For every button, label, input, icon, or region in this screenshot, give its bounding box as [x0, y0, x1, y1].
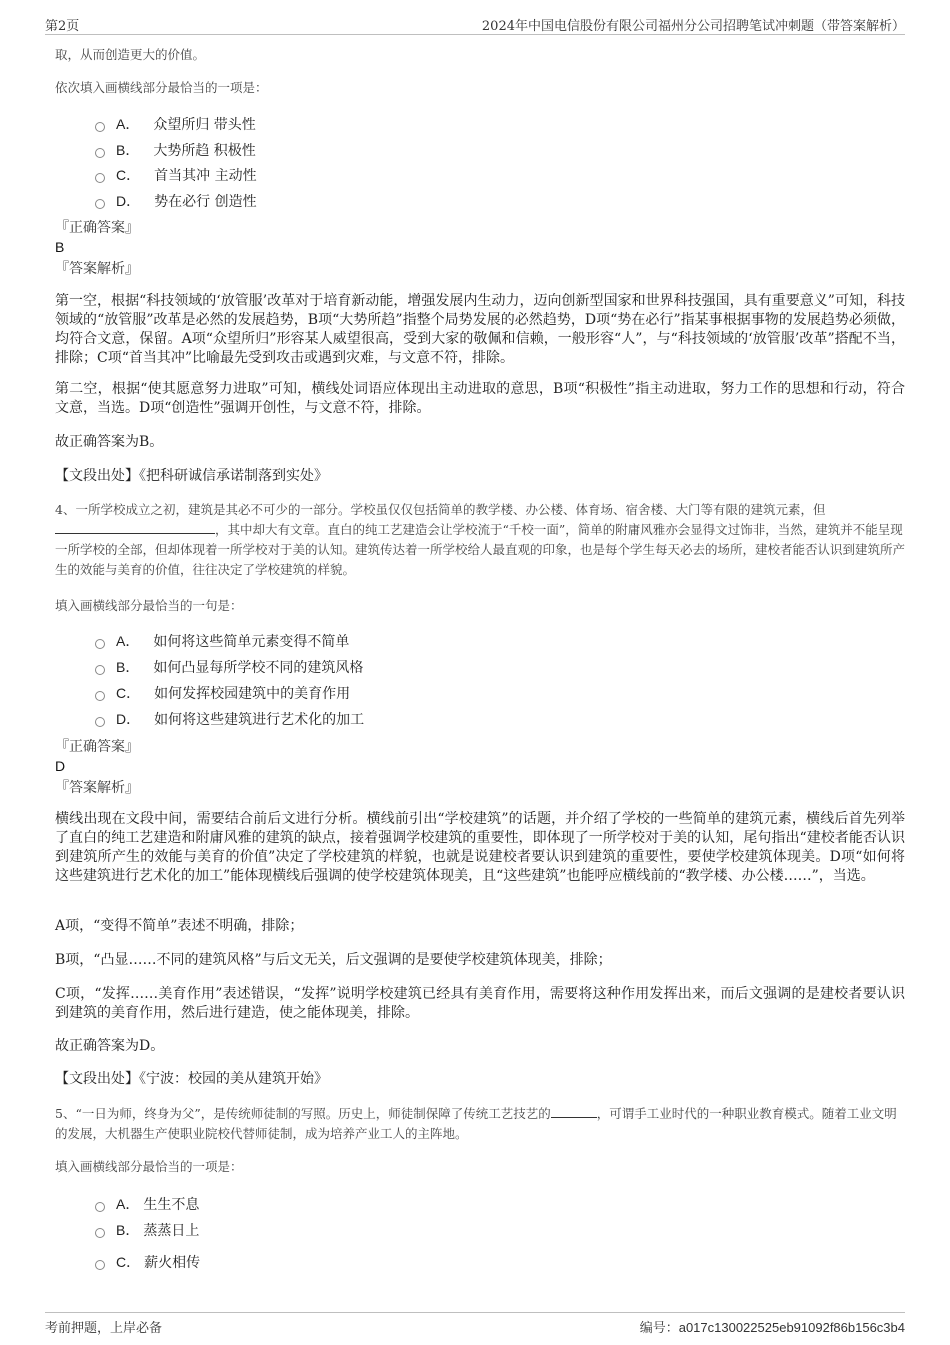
q4-analysis-option-c: C项，“发挥……美育作用”表述错误，“发挥”说明学校建筑已经具有美育作用，需要将这种作用发挥出来，而后文强调的是建校者要认识到建筑的美育作用，然后进行建造，使之能体现美，排除。	[55, 986, 905, 1021]
q3-prompt: 依次填入画横线部分最恰当的一项是：	[55, 80, 268, 95]
q3-stem-continuation: 取，从而创造更大的价值。	[55, 47, 206, 62]
q3-analysis-label: 『答案解析』	[55, 261, 139, 277]
q4-option-d[interactable]	[95, 708, 364, 731]
option-letter: A．	[116, 1196, 140, 1212]
q5-option-a[interactable]	[95, 1193, 199, 1216]
radio-icon[interactable]	[95, 1228, 105, 1238]
option-letter: B．	[116, 142, 140, 158]
option-letter: D．	[116, 193, 141, 209]
option-letter: D．	[116, 711, 141, 727]
page-number: 第2页	[45, 19, 80, 34]
q4-prompt: 填入画横线部分最恰当的一句是：	[55, 598, 243, 613]
option-text: 如何将这些简单元素变得不简单	[153, 634, 350, 650]
option-letter: C．	[116, 1254, 141, 1270]
q3-analysis-paragraph-2: 第二空，根据“使其愿意努力进取”可知，横线处词语应体现出主动进取的意思，B项“积极性”指主动进取，努力工作的思想和行动，符合文意，当选。D项“创造性”强调开创性，与文意不符，排除。	[55, 381, 905, 416]
option-letter: B．	[116, 1222, 140, 1238]
radio-icon[interactable]	[95, 639, 105, 649]
code-label: 编号：	[639, 1321, 679, 1336]
q3-answer-label: 『正确答案』	[55, 220, 139, 236]
q4-option-b[interactable]	[95, 656, 363, 679]
option-text: 势在必行 创造性	[154, 194, 257, 210]
source-label: 【文段出处】	[55, 1071, 139, 1087]
option-text: 薪火相传	[144, 1255, 201, 1271]
option-text: 如何凸显每所学校不同的建筑风格	[153, 660, 364, 676]
q4-analysis-option-b: B项，“凸显……不同的建筑风格”与后文无关，后文强调的是要使学校建筑体现美，排除；	[55, 952, 612, 968]
document-title: 2024年中国电信股份有限公司福州分公司招聘笔试冲刺题（带答案解析）	[481, 19, 905, 34]
option-text: 首当其冲 主动性	[154, 168, 257, 184]
radio-icon[interactable]	[95, 199, 105, 209]
q3-option-c[interactable]	[95, 164, 257, 187]
q4-option-c[interactable]	[95, 682, 350, 705]
q4-answer: D	[55, 758, 66, 774]
page-footer	[45, 1312, 905, 1337]
source-title: 《宁波：校园的美从建筑开始》	[139, 1071, 328, 1087]
source-title: 《把科研诚信承诺制落到实处》	[139, 468, 328, 484]
q5-option-c[interactable]	[95, 1251, 200, 1274]
document-code	[640, 1317, 905, 1336]
radio-icon[interactable]	[95, 665, 105, 675]
code-value: a017c130022525eb91092f86b156c3b4	[678, 1320, 905, 1335]
q4-source	[55, 1070, 905, 1089]
option-text: 大势所趋 积极性	[153, 143, 256, 159]
q5-prompt: 填入画横线部分最恰当的一项是：	[55, 1159, 243, 1174]
q3-analysis-conclusion: 故正确答案为B。	[55, 434, 164, 450]
source-label: 【文段出处】	[55, 468, 139, 484]
option-text: 如何发挥校园建筑中的美育作用	[154, 686, 351, 702]
q4-analysis-conclusion: 故正确答案为D。	[55, 1038, 165, 1054]
q4-option-a[interactable]	[95, 630, 349, 653]
radio-icon[interactable]	[95, 1202, 105, 1212]
fill-blank	[55, 521, 215, 534]
option-letter: C．	[116, 685, 141, 701]
q3-option-d[interactable]	[95, 190, 257, 213]
q3-option-b[interactable]	[95, 139, 256, 162]
q3-source	[55, 467, 905, 486]
option-letter: A．	[116, 116, 140, 132]
q4-analysis-paragraph-1: 横线出现在文段中间，需要结合前后文进行分析。横线前引出“学校建筑”的话题，并介绍了学校的一些简单的建筑元素，横线后首先列举了直白的纯工艺建造和附庸风雅的建筑的缺点，接着强调学校建筑的重要性，即体现了一所学校对于美的认知，尾句指出“建校者能否认识到建筑所产生的效能与美育的价值”决定了学校建筑的样貌，也就是说建校者要认识到建筑的重要性，要使学校建筑体现美。D项“如何将这些建筑进行艺术化的加工”能体现横线后强调的使学校建筑体现美，且“这些建筑”也能呼应横线前的“教学楼、办公楼……”，当选。	[55, 811, 905, 884]
radio-icon[interactable]	[95, 173, 105, 183]
option-text: 如何将这些建筑进行艺术化的加工	[154, 712, 365, 728]
option-letter: A．	[116, 633, 140, 649]
radio-icon[interactable]	[95, 1260, 105, 1270]
option-letter: B．	[116, 659, 140, 675]
q3-analysis-paragraph-1: 第一空，根据“科技领域的‘放管服’改革对于培育新动能，增强发展内生动力，迈向创新型国家和世界科技强国，具有重要意义”可知，科技领域的“放管服”改革是必然的发展趋势，B项“大势所趋”指整个局势发展的必然趋势，D项“势在必行”指某事根据事物的发展趋势必须做，均符合文意，保留。A项“众望所归”形容某人威望很高，受到大家的敬佩和信赖，一般形容“人”，与“科技领域的‘放管服’改革”搭配不当，排除；C项“首当其冲”比喻最先受到攻击或遇到灾难，与文意不符，排除。	[55, 293, 905, 366]
radio-icon[interactable]	[95, 691, 105, 701]
radio-icon[interactable]	[95, 717, 105, 727]
q4-analysis-option-a: A项，“变得不简单”表述不明确，排除；	[55, 918, 304, 934]
fill-blank	[551, 1105, 597, 1118]
option-text: 众望所归 带头性	[153, 117, 256, 133]
q3-option-a[interactable]	[95, 113, 256, 136]
q4-answer-label: 『正确答案』	[55, 739, 139, 755]
q5-option-b[interactable]	[95, 1219, 199, 1242]
footer-slogan: 考前押题，上岸必备	[45, 1321, 163, 1336]
q3-answer: B	[55, 239, 65, 255]
radio-icon[interactable]	[95, 122, 105, 132]
page-header	[45, 12, 905, 35]
q4-analysis-label: 『答案解析』	[55, 780, 139, 796]
option-letter: C．	[116, 167, 141, 183]
q5-stem: 5、“一日为师，终身为父”，是传统师徒制的写照。历史上，师徒制保障了传统工艺技艺的 ，可谓手工业时代的一种职业教育模式。随着工业文明的发展，大机器生产使职业院校代替师徒制，成为培养产业工人的主阵地。	[55, 1106, 897, 1141]
radio-icon[interactable]	[95, 148, 105, 158]
option-text: 生生不息	[143, 1197, 200, 1213]
option-text: 蒸蒸日上	[143, 1223, 200, 1239]
q4-stem: 4、一所学校成立之初，建筑是其必不可少的一部分。学校虽仅仅包括简单的教学楼、办公楼、体育场、宿舍楼、大门等有限的建筑元素，但，其中却大有文章。直白的纯工艺建造会让学校流于“千校一面”，简单的附庸风雅亦会显得文过饰非，当然，建筑并不能呈现一所学校的全部，但却体现着一所学校对于美的认知。建筑传达着一所学校给人最直观的印象，也是每个学生每天必去的场所，建校者能否认识到建筑所产生的效能与美育的价值，往往决定了学校建筑的样貌。	[55, 502, 906, 577]
